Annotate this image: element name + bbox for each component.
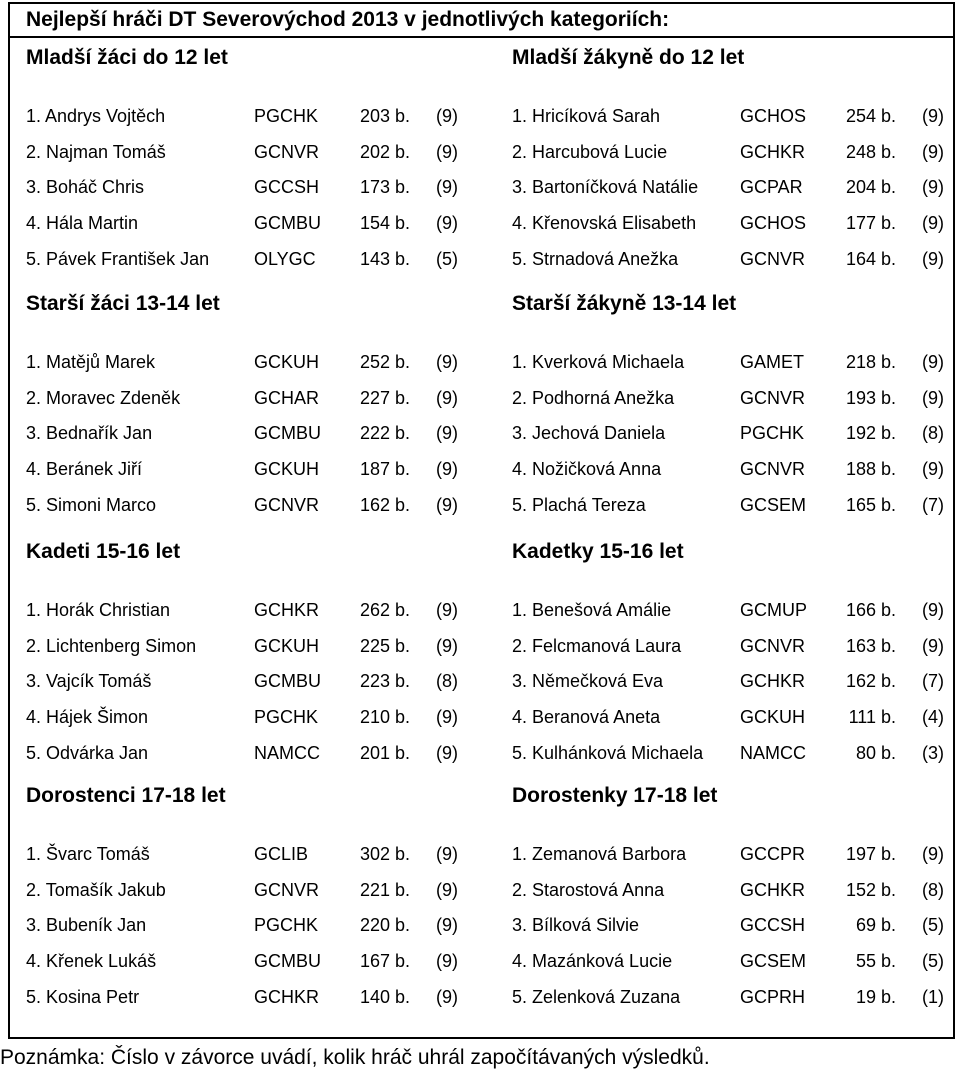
results-count: (9) [922, 635, 944, 656]
player-row [26, 495, 486, 521]
player-name: 1. Benešová Amálie [512, 600, 672, 620]
points-value: 218 b. [845, 352, 896, 372]
player-name: 1. Matějů Marek [26, 352, 156, 372]
points-value: 202 b. [359, 141, 410, 162]
girls-category-heading: Dorostenky 17-18 let [512, 784, 718, 807]
results-count: (9) [922, 106, 944, 126]
player-name: 5. Pávek František Jan [26, 248, 210, 269]
results-count: (9) [436, 879, 458, 900]
results-count: (7) [922, 494, 944, 515]
player-row [512, 636, 960, 662]
results-count: (9) [922, 141, 944, 162]
player-name: 5. Zelenková Zuzana [512, 986, 681, 1007]
player-row [26, 106, 486, 132]
player-name: 1. Hricíková Sarah [512, 106, 661, 126]
club-code: GCNVR [740, 387, 806, 408]
player-name: 5. Simoni Marco [26, 494, 157, 515]
player-row [26, 915, 486, 941]
club-code: GCHOS [740, 213, 807, 234]
club-code: GCHAR [254, 387, 320, 408]
player-name: 3. Jechová Daniela [512, 423, 666, 444]
results-count: (9) [436, 423, 458, 444]
player-name: 3. Bednařík Jan [26, 423, 153, 444]
results-count: (9) [922, 844, 944, 864]
player-name: 3. Bubeník Jan [26, 915, 147, 936]
club-code: PGCHK [254, 106, 319, 126]
results-count: (9) [436, 459, 458, 480]
points-value: 221 b. [359, 879, 410, 900]
points-value: 302 b. [359, 844, 410, 864]
player-row [26, 213, 486, 239]
results-count: (8) [922, 879, 944, 900]
player-row [512, 951, 960, 977]
player-row [26, 352, 486, 378]
player-row [26, 459, 486, 485]
player-row [26, 388, 486, 414]
points-value: 162 b. [359, 494, 410, 515]
results-count: (9) [436, 844, 458, 864]
club-code: GCMBU [254, 671, 321, 692]
player-row [26, 707, 486, 733]
points-value: 165 b. [845, 494, 896, 515]
player-name: 5. Strnadová Anežka [512, 248, 679, 269]
points-value: 154 b. [359, 213, 410, 234]
player-row [26, 880, 486, 906]
club-code: GCHKR [740, 141, 806, 162]
club-code: NAMCC [740, 742, 806, 763]
player-name: 1. Švarc Tomáš [26, 844, 150, 864]
points-value: 140 b. [359, 986, 410, 1007]
results-count: (8) [922, 423, 944, 444]
points-value: 225 b. [359, 635, 410, 656]
player-row [512, 880, 960, 906]
player-row [26, 177, 486, 203]
player-row [512, 671, 960, 697]
points-value: 55 b. [855, 951, 896, 972]
results-count: (9) [436, 177, 458, 198]
player-row [26, 423, 486, 449]
player-name: 2. Najman Tomáš [26, 141, 166, 162]
club-code: GCSEM [740, 494, 807, 515]
club-code: GCNVR [740, 248, 806, 269]
player-name: 4. Hájek Šimon [26, 707, 149, 728]
club-code: GCHKR [254, 600, 320, 620]
player-name: 2. Felcmanová Laura [512, 635, 682, 656]
points-value: 254 b. [845, 106, 896, 126]
results-count: (9) [436, 213, 458, 234]
points-value: 111 b. [848, 707, 896, 728]
club-code: GCNVR [740, 459, 806, 480]
player-row [512, 352, 960, 378]
points-value: 201 b. [359, 742, 410, 763]
player-name: 3. Němečková Eva [512, 671, 664, 692]
results-count: (9) [436, 635, 458, 656]
player-name: 2. Podhorná Anežka [512, 387, 675, 408]
player-row [512, 600, 960, 626]
results-count: (1) [922, 986, 944, 1007]
points-value: 166 b. [845, 600, 896, 620]
girls-category-heading: Mladší žákyně do 12 let [512, 46, 745, 69]
player-name: 4. Křenek Lukáš [26, 951, 157, 972]
points-value: 192 b. [845, 423, 896, 444]
results-count: (5) [922, 915, 944, 936]
results-count: (9) [436, 951, 458, 972]
club-code: GCCSH [254, 177, 320, 198]
results-count: (8) [436, 671, 458, 692]
results-count: (3) [922, 742, 944, 763]
club-code: GCMBU [254, 951, 321, 972]
boys-category-heading: Mladší žáci do 12 let [26, 46, 228, 69]
player-row [26, 844, 486, 870]
player-row [512, 743, 960, 769]
club-code: GCKUH [740, 707, 806, 728]
club-code: GCCSH [740, 915, 806, 936]
club-code: GCNVR [740, 635, 806, 656]
club-code: GCHOS [740, 106, 807, 126]
results-count: (9) [922, 213, 944, 234]
club-code: GCLIB [254, 844, 309, 864]
club-code: PGCHK [254, 707, 319, 728]
club-code: GCKUH [254, 635, 320, 656]
club-code: GCNVR [254, 879, 320, 900]
player-name: 5. Odvárka Jan [26, 742, 149, 763]
points-value: 252 b. [359, 352, 410, 372]
points-value: 187 b. [359, 459, 410, 480]
player-name: 2. Harcubová Lucie [512, 141, 668, 162]
player-row [512, 915, 960, 941]
player-name: 1. Andrys Vojtěch [26, 106, 166, 126]
page-title: Nejlepší hráči DT Severovýchod 2013 v jednotlivých kategoriích: [26, 8, 670, 31]
player-row [26, 743, 486, 769]
player-row [512, 177, 960, 203]
points-value: 188 b. [845, 459, 896, 480]
girls-category-heading: Starší žákyně 13-14 let [512, 292, 737, 315]
player-row [512, 459, 960, 485]
points-value: 203 b. [359, 106, 410, 126]
player-row [512, 844, 960, 870]
points-value: 222 b. [359, 423, 410, 444]
points-value: 163 b. [845, 635, 896, 656]
club-code: GCCPR [740, 844, 806, 864]
player-row [512, 213, 960, 239]
points-value: 262 b. [359, 600, 410, 620]
player-row [512, 707, 960, 733]
club-code: GCKUH [254, 459, 320, 480]
points-value: 143 b. [359, 248, 410, 269]
player-name: 4. Beránek Jiří [26, 459, 143, 480]
player-name: 4. Beranová Aneta [512, 707, 661, 728]
results-frame [8, 2, 955, 1039]
results-count: (9) [436, 352, 458, 372]
player-name: 5. Plachá Tereza [512, 494, 646, 515]
points-value: 204 b. [845, 177, 896, 198]
club-code: PGCHK [740, 423, 805, 444]
points-value: 223 b. [359, 671, 410, 692]
club-code: GCMBU [254, 423, 321, 444]
club-code: GCHKR [254, 986, 320, 1007]
player-row [26, 951, 486, 977]
player-name: 1. Kverková Michaela [512, 352, 685, 372]
points-value: 19 b. [855, 986, 896, 1007]
boys-category-heading: Starší žáci 13-14 let [26, 292, 220, 315]
boys-category-heading: Dorostenci 17-18 let [26, 784, 226, 807]
player-row [26, 600, 486, 626]
player-name: 5. Kosina Petr [26, 986, 140, 1007]
club-code: GAMET [740, 352, 805, 372]
points-value: 177 b. [845, 213, 896, 234]
points-value: 80 b. [855, 742, 896, 763]
player-row [26, 671, 486, 697]
results-count: (9) [436, 141, 458, 162]
club-code: GCNVR [254, 494, 320, 515]
player-name: 3. Bartoníčková Natálie [512, 177, 699, 198]
points-value: 210 b. [359, 707, 410, 728]
results-count: (4) [922, 707, 944, 728]
club-code: GCHKR [740, 671, 806, 692]
player-name: 1. Zemanová Barbora [512, 844, 687, 864]
results-count: (5) [436, 248, 458, 269]
results-count: (9) [436, 742, 458, 763]
player-name: 2. Tomašík Jakub [26, 879, 166, 900]
results-count: (5) [922, 951, 944, 972]
points-value: 173 b. [359, 177, 410, 198]
club-code: GCMUP [740, 600, 807, 620]
player-row [512, 106, 960, 132]
points-value: 162 b. [845, 671, 896, 692]
club-code: GCNVR [254, 141, 320, 162]
results-count: (9) [922, 459, 944, 480]
player-name: 4. Nožičková Anna [512, 459, 662, 480]
points-value: 197 b. [845, 844, 896, 864]
player-row [512, 142, 960, 168]
player-name: 5. Kulhánková Michaela [512, 742, 704, 763]
club-code: PGCHK [254, 915, 319, 936]
results-count: (9) [922, 177, 944, 198]
points-value: 220 b. [359, 915, 410, 936]
boys-category-heading: Kadeti 15-16 let [26, 540, 181, 563]
footnote: Poznámka: Číslo v závorce uvádí, kolik hráč uhrál započítávaných výsledků. [0, 1046, 710, 1069]
player-name: 3. Boháč Chris [26, 177, 145, 198]
results-count: (7) [922, 671, 944, 692]
player-name: 3. Vajcík Tomáš [26, 671, 152, 692]
player-row [512, 249, 960, 275]
club-code: GCMBU [254, 213, 321, 234]
player-row [26, 249, 486, 275]
results-count: (9) [436, 106, 458, 126]
player-name: 3. Bílková Silvie [512, 915, 640, 936]
results-count: (9) [436, 986, 458, 1007]
player-row [26, 142, 486, 168]
points-value: 167 b. [359, 951, 410, 972]
points-value: 248 b. [845, 141, 896, 162]
points-value: 164 b. [845, 248, 896, 269]
points-value: 69 b. [855, 915, 896, 936]
results-count: (9) [436, 600, 458, 620]
player-name: 2. Moravec Zdeněk [26, 387, 181, 408]
club-code: GCSEM [740, 951, 807, 972]
club-code: GCKUH [254, 352, 320, 372]
results-count: (9) [922, 248, 944, 269]
results-count: (9) [922, 352, 944, 372]
points-value: 152 b. [845, 879, 896, 900]
player-row [512, 495, 960, 521]
results-count: (9) [922, 600, 944, 620]
club-code: GCPAR [740, 177, 803, 198]
club-code: GCPRH [740, 986, 806, 1007]
player-row [26, 987, 486, 1013]
points-value: 227 b. [359, 387, 410, 408]
girls-category-heading: Kadetky 15-16 let [512, 540, 684, 563]
player-name: 4. Mazánková Lucie [512, 951, 673, 972]
title-bar [10, 4, 953, 38]
player-name: 4. Hála Martin [26, 213, 139, 234]
player-row [512, 987, 960, 1013]
player-row [512, 388, 960, 414]
player-name: 2. Starostová Anna [512, 879, 665, 900]
player-name: 1. Horák Christian [26, 600, 171, 620]
results-count: (9) [436, 707, 458, 728]
club-code: GCHKR [740, 879, 806, 900]
results-count: (9) [922, 387, 944, 408]
player-name: 4. Křenovská Elisabeth [512, 213, 697, 234]
player-row [512, 423, 960, 449]
results-count: (9) [436, 387, 458, 408]
results-count: (9) [436, 915, 458, 936]
points-value: 193 b. [845, 387, 896, 408]
player-row [26, 636, 486, 662]
results-count: (9) [436, 494, 458, 515]
club-code: OLYGC [254, 248, 316, 269]
club-code: NAMCC [254, 742, 320, 763]
player-name: 2. Lichtenberg Simon [26, 635, 197, 656]
